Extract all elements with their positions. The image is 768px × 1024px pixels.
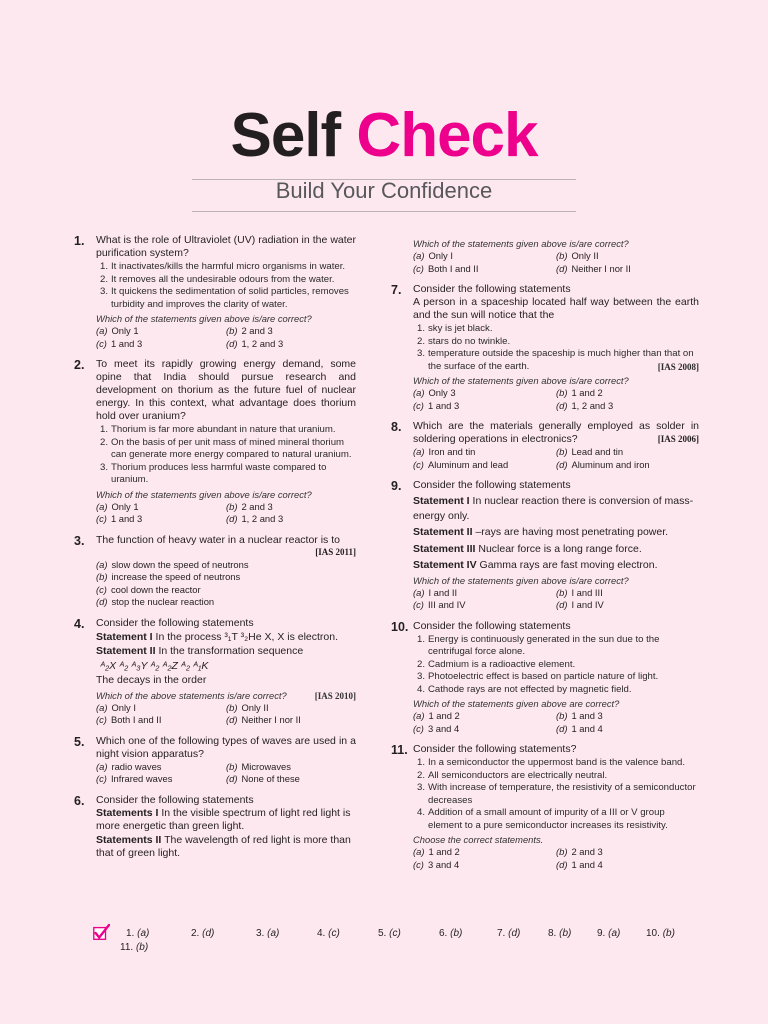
options — [413, 710, 699, 735]
options — [96, 702, 356, 727]
statement-2: Statement II –rays are having most penetrating power. — [413, 526, 669, 538]
statement-2: Statement II In the transformation sequence — [96, 645, 304, 657]
list-item: 1. Energy is continuously generated in the sun due to the centrifugal force alone. — [417, 633, 660, 657]
question-text: Consider the following statements? — [413, 743, 577, 755]
answer-row — [120, 928, 686, 953]
option-a[interactable]: (a) slow down the speed of neutrons — [96, 558, 249, 570]
exam-tag: [IAS 2010] — [314, 690, 356, 701]
option-a[interactable]: (a) Only I — [96, 701, 136, 713]
option-a[interactable]: (a) 1 and 2 — [413, 710, 460, 721]
list-item: 4. Addition of a small amount of impurity of a III or V group element to a pure semiconductor increases its resistivity. — [417, 807, 668, 831]
question-2 — [74, 358, 356, 526]
question-intro: A person in a spaceship located half way between the earth and the sun will notice that the — [413, 296, 699, 321]
answer-item: 2. (d) — [191, 928, 215, 939]
question-text: The function of heavy water in a nuclear reactor is to — [96, 533, 340, 546]
answer-item: 9. (a) — [597, 928, 621, 939]
option-b[interactable]: (b) increase the speed of neutrons — [96, 571, 241, 582]
answer-item: 3. (a) — [256, 928, 280, 939]
question-6 — [74, 794, 356, 861]
option-c[interactable]: (c) Aluminum and lead — [413, 458, 509, 470]
options — [413, 250, 699, 275]
option-c[interactable]: (c) 3 and 4 — [413, 858, 460, 870]
question-number: 10. — [391, 619, 409, 634]
question-text: Consider the following statements — [413, 479, 571, 491]
option-a[interactable]: (a) Iron and tin — [413, 446, 476, 457]
question-text: Consider the following statements — [413, 619, 571, 632]
option-d[interactable]: (d) None of these — [226, 773, 300, 784]
option-c[interactable]: (c) 1 and 3 — [96, 337, 143, 349]
statement-1: Statement I In the process ³₁T ³₂He X, X is electron. — [96, 630, 339, 643]
answer-item: 6. (b) — [439, 928, 463, 939]
options — [96, 325, 356, 350]
list-item: 2. On the basis of per unit mass of mined mineral thorium can generate more energy compared to natural uranium. — [100, 436, 352, 460]
statement-3: Statement III Nuclear force is a long range force. — [413, 542, 642, 555]
question-6-continued — [391, 238, 699, 275]
question-prompt: Which of the statements given above is/are correct? — [96, 313, 312, 324]
question-number: 11. — [391, 743, 408, 757]
question-prompt: Which of the statements given above is/are correct? — [96, 488, 312, 500]
question-number: 8. — [391, 420, 402, 434]
list-item: 1. sky is jet black. — [417, 323, 493, 334]
question-number: 4. — [74, 616, 85, 631]
option-c[interactable]: (c) 1 and 3 — [413, 399, 460, 411]
list-item: 2. All semiconductors are electrically neutral. — [417, 769, 608, 781]
option-d[interactable]: (d) I and IV — [556, 599, 604, 610]
question-prompt: Which of the statements given above is/are correct? — [413, 238, 629, 249]
statement-4: Statement IV Gamma rays are fast moving electron. — [413, 559, 658, 571]
page-title — [0, 100, 768, 172]
answer-item: 7. (d) — [497, 928, 521, 939]
list-item: 2. Cadmium is a radioactive element. — [417, 658, 576, 670]
option-c[interactable]: (c) Infrared waves — [96, 773, 173, 784]
question-5 — [74, 735, 356, 786]
list-item: 1. Thorium is far more abundant in nature that uranium. — [100, 424, 336, 435]
list-item: 3. It quickens the sedimentation of solid particles, removes turbidity and improves the clarity of water. — [100, 286, 349, 310]
list-item: 2. It removes all the undesirable odours from the water. — [100, 273, 335, 285]
exam-tag: [IAS 2011] — [315, 546, 356, 557]
question-4 — [74, 617, 356, 727]
option-d[interactable]: (d) 1 and 4 — [556, 722, 603, 734]
option-a[interactable]: (a) Only 1 — [96, 500, 139, 512]
question-text: Which are the materials generally employed as solder in soldering operations in electronics? [IAS 2006] — [413, 420, 699, 445]
question-number: 1. — [74, 234, 85, 248]
list-item: 3. temperature outside the spaceship is much higher than that on the surface of the earth. [IAS 2008] — [417, 348, 699, 372]
left-column — [74, 234, 356, 861]
option-b[interactable]: (b) 2 and 3 — [556, 846, 603, 857]
decays-text: The decays in the order — [96, 674, 207, 686]
title-word-check: Check — [356, 101, 538, 170]
option-b[interactable]: (b) Lead and tin — [556, 446, 624, 457]
question-7 — [391, 283, 699, 412]
option-c[interactable]: (c) III and IV — [413, 599, 466, 610]
question-text: What is the role of Ultraviolet (UV) radiation in the water purification system? — [96, 234, 356, 259]
option-d[interactable]: (d) 1, 2 and 3 — [226, 513, 284, 524]
option-c[interactable]: (c) 1 and 3 — [96, 513, 143, 524]
option-b[interactable]: (b) Microwaves — [226, 760, 291, 772]
list-item: 4. Cathode rays are not effected by magnetic field. — [417, 683, 632, 695]
option-b[interactable]: (b) 1 and 2 — [556, 387, 603, 398]
list-item: 3. Photoelectric effect is based on particle nature of light. — [417, 671, 659, 682]
option-d[interactable]: (d) Neither I nor II — [556, 262, 631, 274]
option-b[interactable]: (b) Only II — [556, 250, 599, 261]
statement-2: Statements II The wavelength of red light is more than that of green light. — [96, 833, 351, 859]
right-column — [391, 238, 699, 871]
checkbox-tick-icon — [92, 924, 110, 942]
answer-item: 11. (b) — [120, 942, 149, 953]
option-c[interactable]: (c) cool down the reactor — [96, 583, 201, 595]
option-c[interactable]: (c) 3 and 4 — [413, 722, 460, 734]
options — [413, 587, 699, 612]
option-d[interactable]: (d) 1 and 4 — [556, 858, 603, 870]
question-number: 6. — [74, 793, 85, 808]
question-3 — [74, 534, 356, 609]
answer-item: 4. (c) — [317, 928, 340, 939]
statement-1: Statement I In nuclear reaction there is conversion of mass-energy only. — [413, 495, 694, 522]
option-b[interactable]: (b) 2 and 3 — [226, 500, 273, 512]
option-a[interactable]: (a) radio waves — [96, 760, 162, 772]
list-item: 3. Thorium produces less harmful waste compared to uranium. — [100, 461, 327, 485]
question-number: 5. — [74, 734, 85, 749]
question-prompt: Which of the above statements is/are correct? [IAS 2010] — [96, 689, 356, 701]
option-b[interactable]: (b) I and III — [556, 586, 603, 598]
options — [413, 387, 699, 412]
options — [96, 761, 356, 786]
page-header — [0, 100, 768, 172]
option-a[interactable]: (a) Only I — [413, 250, 453, 261]
question-number: 9. — [391, 479, 402, 493]
question-text: Consider the following statements — [96, 793, 254, 806]
question-11 — [391, 743, 699, 871]
page-subtitle: Build Your Confidence — [275, 178, 493, 203]
list-item: 1. In a semiconductor the uppermost band is the valence band. — [417, 757, 686, 768]
title-word-self: Self — [230, 101, 341, 170]
option-a[interactable]: (a) 1 and 2 — [413, 846, 460, 857]
question-text: To meet its rapidly growing energy demand, some opine that India should pursue research and development on thorium as the future fuel of nuclear energy. In this context, what advantage does thorium hold over uranium? — [96, 358, 356, 422]
list-item: 2. stars do no twinkle. — [417, 335, 511, 347]
exam-tag: [IAS 2008] — [657, 361, 699, 372]
option-a[interactable]: (a) I and II — [413, 586, 458, 598]
option-a[interactable]: (a) Only 3 — [413, 387, 456, 398]
question-text: Which one of the following types of waves are used in a night vision apparatus? — [96, 734, 356, 760]
list-item: 3. With increase of temperature, the resistivity of a semiconductor decreases — [417, 782, 696, 806]
option-d[interactable]: (d) 1, 2 and 3 — [226, 337, 284, 349]
question-number: 3. — [74, 533, 85, 548]
answer-item: 8. (b) — [548, 928, 572, 939]
option-c[interactable]: (c) Both I and II — [96, 714, 162, 725]
option-d[interactable]: (d) Aluminum and iron — [556, 458, 650, 470]
list-item: 1. It inactivates/kills the harmful micro organisms in water. — [100, 261, 346, 272]
answer-item: 5. (c) — [378, 928, 401, 939]
option-d[interactable]: (d) Neither I nor II — [226, 714, 301, 725]
option-a[interactable]: (a) Only 1 — [96, 325, 139, 336]
question-10 — [391, 620, 699, 736]
header-rule-bottom — [192, 211, 576, 212]
options — [413, 446, 699, 471]
answer-item: 10. (b) — [646, 928, 675, 939]
option-d[interactable]: (d) stop the nuclear reaction — [96, 596, 215, 607]
question-8 — [391, 420, 699, 471]
question-number: 2. — [74, 358, 85, 372]
options — [96, 559, 356, 609]
decay-sequence: ᴬ₂X ᴬ₂ ᴬ₃Y ᴬ₂ ᴬ₂Z ᴬ₂ ᴬ₁K — [100, 659, 209, 672]
option-b[interactable]: (b) 2 and 3 — [226, 325, 273, 336]
question-number: 7. — [391, 283, 402, 297]
option-b[interactable]: (b) Only II — [226, 701, 269, 713]
question-prompt: Which of the statements given above is/are correct? — [413, 375, 629, 386]
option-c[interactable]: (c) Both I and II — [413, 262, 479, 274]
option-b[interactable]: (b) 1 and 3 — [556, 710, 603, 721]
question-1 — [74, 234, 356, 350]
statement-1: Statements I In the visible spectrum of light red light is more energetic than green light. — [96, 806, 351, 832]
options — [413, 846, 699, 871]
question-9 — [391, 479, 699, 612]
question-prompt: Which of the statements given above is/are correct? — [413, 574, 629, 586]
question-prompt: Choose the correct statements. — [413, 834, 544, 845]
option-d[interactable]: (d) 1, 2 and 3 — [556, 399, 614, 411]
options — [96, 501, 356, 526]
answer-item: 1. (a) — [126, 928, 150, 939]
question-text: Consider the following statements — [96, 616, 254, 629]
exam-tag: [IAS 2006] — [657, 434, 699, 444]
question-prompt: Which of the statements given above are correct? — [413, 698, 620, 709]
question-text: Consider the following statements — [413, 283, 571, 295]
